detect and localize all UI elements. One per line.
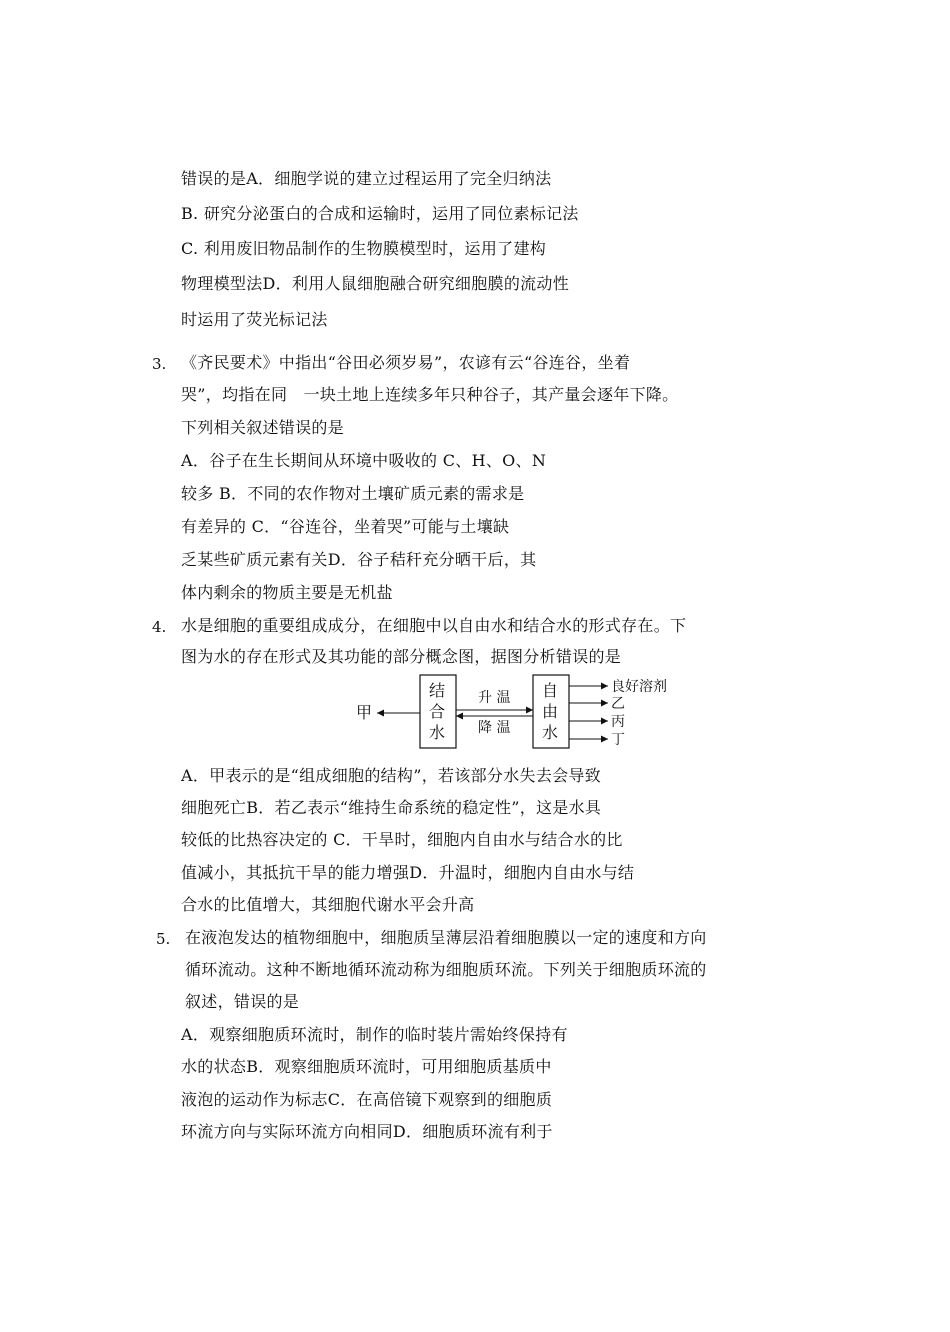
option-line: A．观察细胞质环流时，制作的临时装片需始终保持有 [181,1025,568,1044]
question-number: 5. [156,930,171,948]
water-concept-diagram [350,672,710,758]
free-water-char: 自 [542,681,559,700]
question-stem: 水是细胞的重要组成成分，在细胞中以自由水和结合水的形式存在。下 [181,616,687,635]
option-line: 较多 B．不同的农作物对土壤矿质元素的需求是 [181,484,525,503]
question-number: 4. [152,618,167,636]
question-stem: 在液泡发达的植物细胞中，细胞质呈薄层沿着细胞膜以一定的速度和方向 [185,928,707,947]
question-stem: 图为水的存在形式及其功能的部分概念图，据图分析错误的是 [181,647,622,666]
q2-line: 时运用了荧光标记法 [181,310,328,329]
option-line: 有差异的 C．“谷连谷，坐着哭”可能与土壤缺 [181,517,510,536]
option-line: 体内剩余的物质主要是无机盐 [181,583,393,602]
bound-water-char: 水 [429,723,446,742]
heat-label: 升 温 [478,690,511,706]
q2-option-b: B. 研究分泌蛋白的合成和运输时，运用了同位素标记法 [181,204,579,223]
output-label: 良好溶剂 [611,679,667,695]
option-line: 合水的比值增大，其细胞代谢水平会升高 [181,895,475,914]
question-stem: 循环流动。这种不断地循环流动称为细胞质环流。下列关于细胞质环流的 [185,960,707,979]
option-line: 乏某些矿质元素有关D．谷子秸秆充分晒干后，其 [181,550,537,569]
question-stem: 《齐民要术》中指出“谷田必须岁易”，农谚有云“谷连谷，坐着 [181,353,631,372]
q2-line: 物理模型法D．利用人鼠细胞融合研究细胞膜的流动性 [181,274,570,293]
option-line: 细胞死亡B．若乙表示“维持生命系统的稳定性”，这是水具 [181,798,602,817]
question-number: 3. [152,355,167,373]
free-water-char: 水 [542,723,559,742]
option-line: 环流方向与实际环流方向相同D．细胞质环流有利于 [181,1122,553,1141]
output-label: 丁 [611,732,625,748]
bound-water-char: 合 [429,702,446,721]
bound-water-char: 结 [429,681,446,700]
output-label: 丙 [611,714,625,730]
option-line: 液泡的运动作为标志C．在高倍镜下观察到的细胞质 [181,1090,553,1109]
question-stem: 哭”，均指在同 一块土地上连续多年只种谷子，其产量会逐年下降。 [181,385,679,404]
diagram-label-jia: 甲 [356,703,373,722]
question-stem: 下列相关叙述错误的是 [181,418,345,437]
option-line: 值减小，其抵抗干旱的能力增强D．升温时，细胞内自由水与结 [181,863,635,882]
free-water-char: 由 [542,702,559,721]
output-label: 乙 [611,696,625,712]
cool-label: 降 温 [478,720,511,736]
q2-line: 错误的是A．细胞学说的建立过程运用了完全归纳法 [181,169,552,188]
option-line: A．谷子在生长期间从环境中吸收的 C、H、O、N [181,451,547,470]
option-line: 水的状态B．观察细胞质环流时，可用细胞质基质中 [181,1057,552,1076]
option-line: A．甲表示的是“组成细胞的结构”，若该部分水失去会导致 [181,766,602,785]
q2-option-c: C. 利用废旧物品制作的生物膜模型时，运用了建构 [181,239,547,258]
option-line: 较低的比热容决定的 C．干旱时，细胞内自由水与结合水的比 [181,830,623,849]
question-stem: 叙述，错误的是 [185,992,300,1011]
